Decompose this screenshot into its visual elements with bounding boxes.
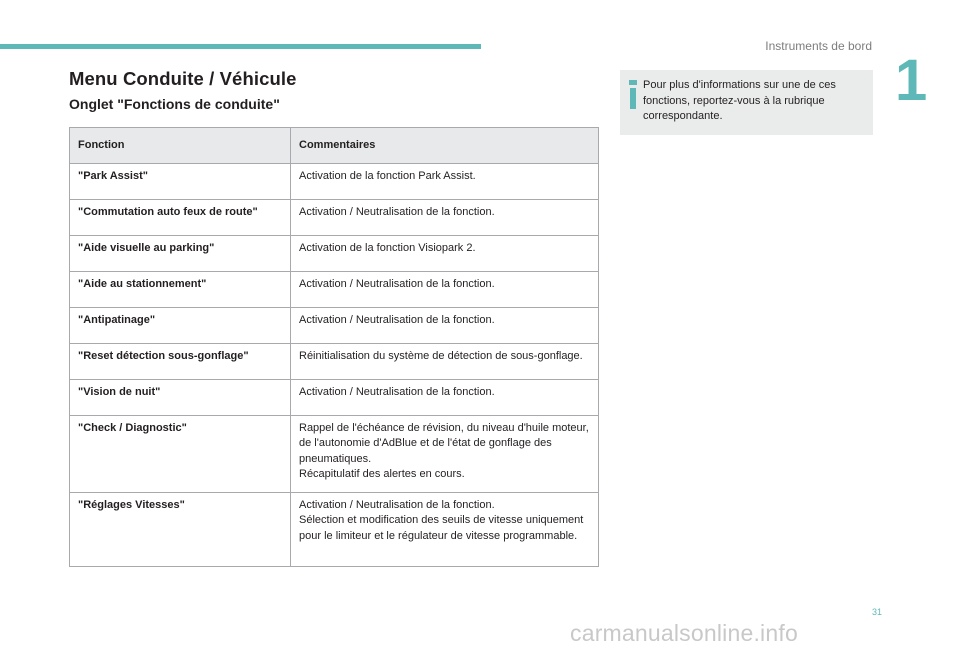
function-cell: "Réglages Vitesses" — [70, 492, 291, 566]
comment-cell — [291, 307, 599, 343]
comment-line: Activation / Neutralisation de la fonction. — [299, 313, 495, 326]
comment-cell — [291, 163, 599, 199]
functions-table — [69, 127, 599, 567]
comment-line: Sélection et modification des seuils de vitesse uniquement pour le limiteur et le régulateur de vitesse programmable. — [299, 514, 584, 542]
table-row — [70, 307, 599, 343]
comment-cell — [291, 271, 599, 307]
table-row — [70, 343, 599, 379]
comment-line: Activation de la fonction Visiopark 2. — [299, 241, 476, 254]
info-box — [620, 70, 873, 135]
table-row — [70, 379, 599, 415]
comment-line: Activation / Neutralisation de la fonction. — [299, 205, 495, 218]
info-text: Pour plus d'informations sur une de ces fonctions, reportez-vous à la rubrique correspondante. — [643, 79, 836, 122]
comment-line: Rappel de l'échéance de révision, du niveau d'huile moteur, de l'autonomie d'AdBlue et de l'état de gonflage des pneumatiques. — [299, 421, 589, 465]
function-cell: "Commutation auto feux de route" — [70, 199, 291, 235]
page-subtitle: Onglet "Fonctions de conduite" — [69, 96, 280, 112]
table-row — [70, 199, 599, 235]
comment-line: Activation / Neutralisation de la fonction. — [299, 385, 495, 398]
function-cell: "Reset détection sous-gonflage" — [70, 343, 291, 379]
comment-cell — [291, 492, 599, 566]
column-header-function: Fonction — [70, 128, 291, 164]
page-number: 31 — [872, 607, 883, 617]
function-cell: "Aide visuelle au parking" — [70, 235, 291, 271]
function-cell: "Park Assist" — [70, 163, 291, 199]
header-accent-bar — [0, 44, 481, 49]
table-row — [70, 235, 599, 271]
function-cell: "Antipatinage" — [70, 307, 291, 343]
info-icon — [628, 80, 638, 110]
column-header-comments: Commentaires — [291, 128, 599, 164]
function-cell: "Aide au stationnement" — [70, 271, 291, 307]
comment-cell — [291, 415, 599, 492]
comment-cell — [291, 235, 599, 271]
table-row — [70, 492, 599, 566]
comment-cell — [291, 199, 599, 235]
table-row — [70, 163, 599, 199]
table-row — [70, 415, 599, 492]
comment-line: Activation de la fonction Park Assist. — [299, 169, 476, 182]
function-cell: "Check / Diagnostic" — [70, 415, 291, 492]
table-header-row — [70, 128, 599, 164]
watermark: carmanualsonline.info — [570, 620, 798, 646]
table-row — [70, 271, 599, 307]
comment-line: Réinitialisation du système de détection de sous-gonflage. — [299, 349, 583, 362]
comment-line: Activation / Neutralisation de la fonction. — [299, 498, 495, 511]
comment-line: Récapitulatif des alertes en cours. — [299, 468, 465, 480]
comment-cell — [291, 343, 599, 379]
function-cell: "Vision de nuit" — [70, 379, 291, 415]
running-header: Instruments de bord — [765, 39, 872, 53]
comment-cell — [291, 379, 599, 415]
comment-line: Activation / Neutralisation de la fonction. — [299, 277, 495, 290]
chapter-number: 1 — [895, 48, 928, 113]
page-title: Menu Conduite / Véhicule — [69, 68, 297, 89]
